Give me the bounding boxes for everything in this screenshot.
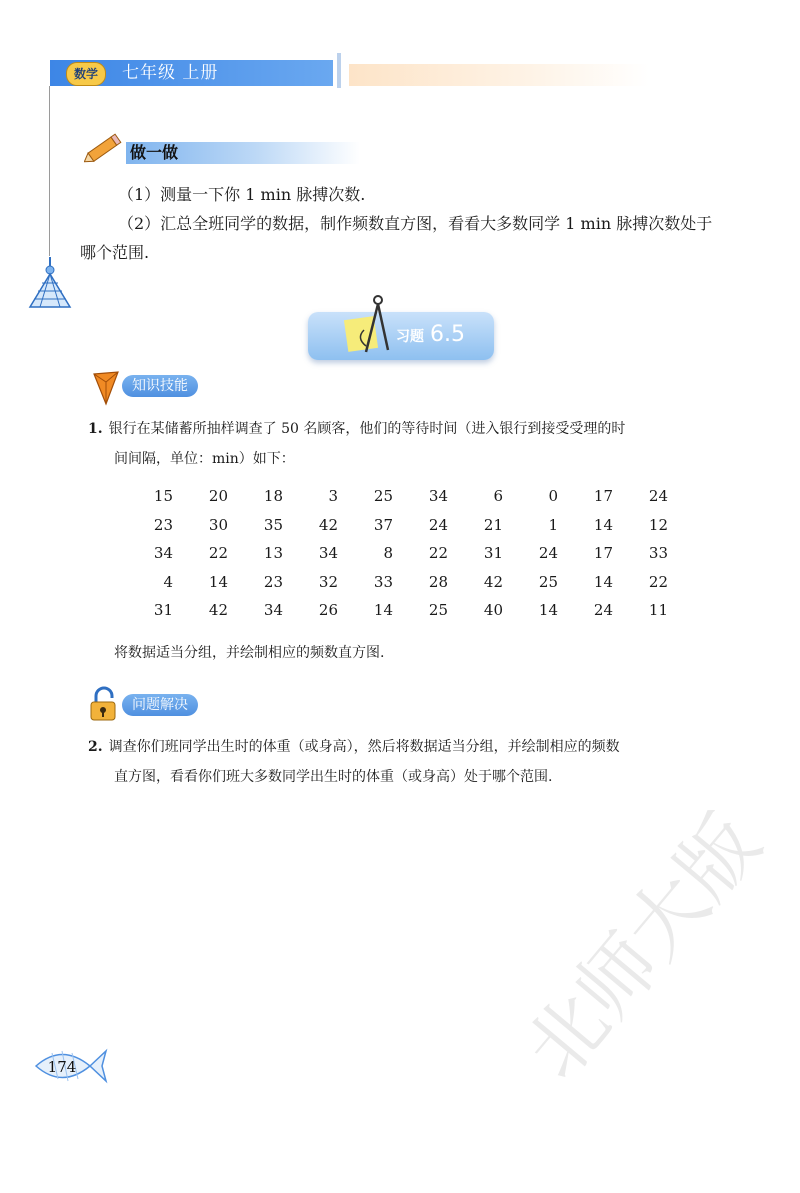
table-cell: 31 (483, 544, 503, 563)
table-cell: 14 (373, 601, 393, 620)
table-cell: 13 (263, 544, 283, 563)
table-row (118, 511, 668, 540)
kite-icon (90, 368, 122, 408)
table-cell: 42 (208, 601, 228, 620)
table-cell: 8 (383, 544, 393, 563)
problem-text: 银行在某储蓄所抽样调查了 50 名顾客，他们的等待时间（进入银行到接受受理的时 (108, 421, 626, 437)
exercise-banner (308, 312, 494, 360)
table-cell: 3 (328, 487, 338, 506)
table-cell: 23 (153, 515, 173, 534)
table-row (118, 482, 668, 511)
exercise-number: 6.5 (430, 322, 465, 347)
table-row (118, 568, 668, 597)
table-cell: 12 (648, 515, 668, 534)
subject-logo: 数学 (66, 62, 106, 86)
table-cell: 24 (648, 487, 668, 506)
header-divider (337, 53, 341, 88)
table-cell: 28 (428, 572, 448, 591)
problem-text: 调查你们班同学出生时的体重（或身高），然后将数据适当分组，并绘制相应的频数 (108, 739, 620, 755)
table-cell: 6 (493, 487, 503, 506)
table-cell: 11 (648, 601, 668, 620)
activity-label: 做一做 (126, 142, 360, 164)
table-cell: 21 (483, 515, 503, 534)
table-cell: 42 (483, 572, 503, 591)
table-row (118, 596, 668, 625)
problem-1-instruction: 将数据适当分组，并绘制相应的频数直方图. (114, 645, 385, 661)
table-cell: 24 (428, 515, 448, 534)
watermark: 北师大版 (508, 798, 779, 1096)
header-bar (50, 60, 333, 86)
problem-2 (88, 732, 728, 792)
exercise-title (396, 312, 465, 360)
table-cell: 24 (538, 544, 558, 563)
exercise-label: 习题 (396, 329, 424, 345)
table-cell: 31 (153, 601, 173, 620)
table-cell: 17 (593, 487, 613, 506)
table-cell: 0 (548, 487, 558, 506)
table-cell: 1 (548, 515, 558, 534)
table-cell: 30 (208, 515, 228, 534)
table-cell: 14 (593, 515, 613, 534)
table-cell: 4 (163, 572, 173, 591)
book-title: 七年级 上册 (122, 63, 219, 83)
table-cell: 34 (318, 544, 338, 563)
problem-number: 1. (88, 421, 103, 437)
problem-text-continued: 间间隔，单位：min）如下： (114, 451, 295, 467)
table-cell: 22 (428, 544, 448, 563)
table-cell: 25 (373, 487, 393, 506)
table-cell: 23 (263, 572, 283, 591)
table-cell: 40 (483, 601, 503, 620)
table-cell: 17 (593, 544, 613, 563)
tower-icon (22, 255, 78, 311)
activity-item-2: （2）汇总全班同学的数据，制作频数直方图，看看大多数同学 1 min 脉搏次数处于哪个范围. (80, 214, 713, 262)
table-cell: 26 (318, 601, 338, 620)
table-cell: 14 (208, 572, 228, 591)
table-cell: 18 (263, 487, 283, 506)
table-cell: 34 (153, 544, 173, 563)
table-cell: 33 (648, 544, 668, 563)
table-cell: 32 (318, 572, 338, 591)
table-cell: 24 (593, 601, 613, 620)
table-cell: 34 (428, 487, 448, 506)
table-cell: 42 (318, 515, 338, 534)
table-cell: 15 (153, 487, 173, 506)
table-cell: 14 (538, 601, 558, 620)
table-cell: 22 (648, 572, 668, 591)
section-tag-problem-solving: 问题解决 (122, 694, 198, 716)
problem-1 (88, 414, 728, 474)
lock-icon (87, 686, 121, 722)
activity-item-1: （1）测量一下你 1 min 脉搏次数. (118, 185, 366, 204)
margin-line (49, 86, 50, 256)
problem-text-continued: 直方图，看看你们班大多数同学出生时的体重（或身高）处于哪个范围. (114, 769, 553, 785)
pencil-icon (84, 131, 124, 165)
waiting-time-table (118, 482, 668, 625)
table-cell: 34 (263, 601, 283, 620)
problem-number: 2. (88, 739, 103, 755)
table-cell: 14 (593, 572, 613, 591)
page-number: 174 (47, 1058, 77, 1076)
header-decoration (349, 64, 649, 86)
table-cell: 25 (428, 601, 448, 620)
table-cell: 25 (538, 572, 558, 591)
table-cell: 22 (208, 544, 228, 563)
table-cell: 35 (263, 515, 283, 534)
table-row (118, 539, 668, 568)
table-cell: 37 (373, 515, 393, 534)
table-cell: 20 (208, 487, 228, 506)
table-cell: 33 (373, 572, 393, 591)
compass-icon (352, 294, 400, 356)
section-tag-knowledge: 知识技能 (122, 375, 198, 397)
